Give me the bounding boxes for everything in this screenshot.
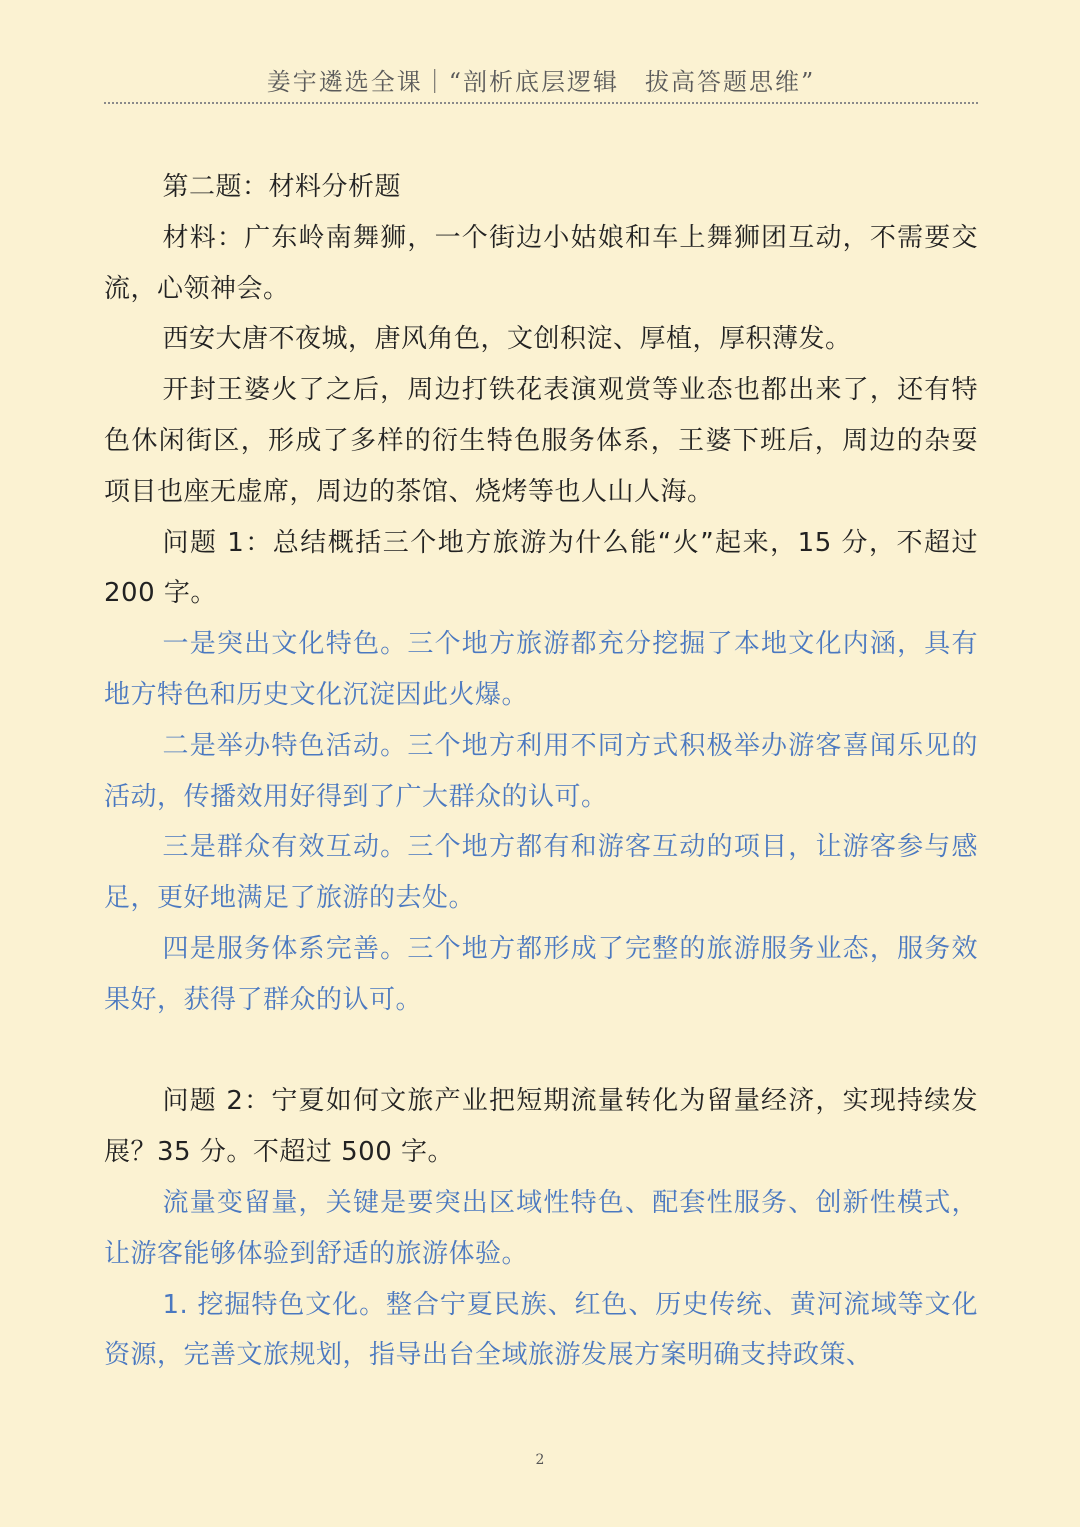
section-title: 第二题：材料分析题 [162,172,402,202]
question-2: 问题 2：宁夏如何文旅产业把短期流量转化为留量经济，实现持续发展？35 分。不超过 500 字。 [104,1086,978,1168]
answer-1-point-1: 一是突出文化特色。三个地方旅游都充分挖掘了本地文化内涵，具有地方特色和历史文化沉淀因此火爆。 [104,629,978,710]
question-1: 问题 1：总结概括三个地方旅游为什么能“火”起来，15 分，不超过 200 字。 [104,527,978,609]
page-header: 姜宇遴选全课｜“剖析底层逻辑 拔高答题思维” [266,68,816,96]
answer-1-point-3: 三是群众有效互动。三个地方都有和游客互动的项目，让游客参与感足，更好地满足了旅游的去处。 [104,832,978,914]
document-body [104,162,978,1381]
answer-1-point-2: 二是举办特色活动。三个地方利用不同方式积极举办游客喜闻乐见的活动，传播效用好得到了广大群众的认可。 [104,730,978,812]
header-divider [104,102,978,104]
material-paragraph-2: 西安大唐不夜城，唐风角色，文创积淀、厚植，厚积薄发。 [162,324,852,355]
answer-2-point-1: 1. 挖掘特色文化。整合宁夏民族、红色、历史传统、黄河流域等文化资源，完善文旅规划，指导出台全域旅游发展方案明确支持政策、 [104,1289,978,1371]
page-number: 2 [535,1452,545,1468]
answer-1-point-4: 四是服务体系完善。三个地方都形成了完整的旅游服务业态，服务效果好，获得了群众的认可。 [104,933,978,1015]
material-paragraph-1: 材料：广东岭南舞狮，一个街边小姑娘和车上舞狮团互动，不需要交流，心领神会。 [104,222,978,304]
material-paragraph-3: 开封王婆火了之后，周边打铁花表演观赏等业态也都出来了，还有特色休闲街区，形成了多样的衍生特色服务体系，王婆下班后，周边的杂耍项目也座无虚席，周边的茶馆、烧烤等也人山人海。 [104,375,978,507]
paragraph-spacer [104,1026,978,1077]
answer-2-intro: 流量变留量，关键是要突出区域性特色、配套性服务、创新性模式，让游客能够体验到舒适的旅游体验。 [104,1187,978,1269]
